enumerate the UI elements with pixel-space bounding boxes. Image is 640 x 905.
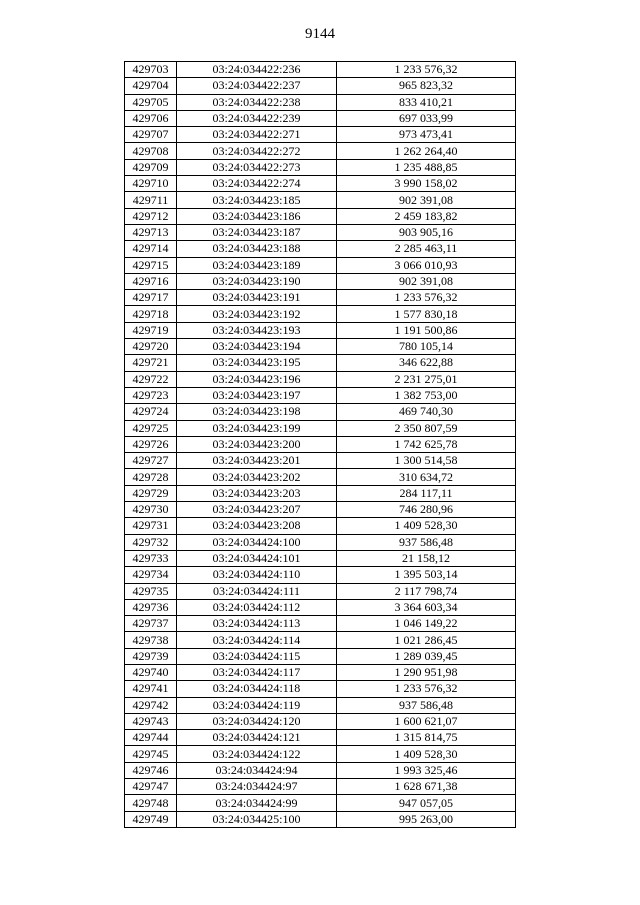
cadastral-number-cell: 03:24:034424:114 (177, 632, 337, 648)
row-number-cell: 429713 (125, 224, 177, 240)
cadastral-number-cell: 03:24:034423:196 (177, 371, 337, 387)
table-row (125, 241, 516, 257)
table-row (125, 567, 516, 583)
table-row (125, 746, 516, 762)
value-cell: 2 459 183,82 (337, 208, 516, 224)
cadastral-number-cell: 03:24:034424:110 (177, 567, 337, 583)
table-row (125, 208, 516, 224)
cadastral-number-cell: 03:24:034422:273 (177, 159, 337, 175)
cadastral-number-cell: 03:24:034424:117 (177, 664, 337, 680)
row-number-cell: 429724 (125, 404, 177, 420)
cadastral-number-cell: 03:24:034424:115 (177, 648, 337, 664)
row-number-cell: 429746 (125, 762, 177, 778)
row-number-cell: 429727 (125, 453, 177, 469)
table-row (125, 730, 516, 746)
value-cell: 2 231 275,01 (337, 371, 516, 387)
value-cell: 2 285 463,11 (337, 241, 516, 257)
table-row (125, 355, 516, 371)
value-cell: 902 391,08 (337, 192, 516, 208)
cadastral-number-cell: 03:24:034424:97 (177, 779, 337, 795)
cadastral-number-cell: 03:24:034423:191 (177, 290, 337, 306)
cadastral-number-cell: 03:24:034424:121 (177, 730, 337, 746)
row-number-cell: 429718 (125, 306, 177, 322)
row-number-cell: 429707 (125, 127, 177, 143)
value-cell: 903 905,16 (337, 224, 516, 240)
table-row (125, 632, 516, 648)
cadastral-number-cell: 03:24:034422:237 (177, 78, 337, 94)
cadastral-number-cell: 03:24:034424:99 (177, 795, 337, 811)
cadastral-number-cell: 03:24:034423:190 (177, 273, 337, 289)
table-row (125, 94, 516, 110)
table-row (125, 779, 516, 795)
row-number-cell: 429703 (125, 62, 177, 78)
cadastral-number-cell: 03:24:034424:119 (177, 697, 337, 713)
table-row (125, 257, 516, 273)
table-row (125, 110, 516, 126)
value-cell: 1 628 671,38 (337, 779, 516, 795)
row-number-cell: 429712 (125, 208, 177, 224)
row-number-cell: 429737 (125, 616, 177, 632)
table-row (125, 648, 516, 664)
cadastral-number-cell: 03:24:034424:100 (177, 534, 337, 550)
table-row (125, 469, 516, 485)
table-row (125, 371, 516, 387)
cadastral-number-cell: 03:24:034423:199 (177, 420, 337, 436)
table-body (125, 62, 516, 828)
row-number-cell: 429729 (125, 485, 177, 501)
value-cell: 1 382 753,00 (337, 387, 516, 403)
table-row (125, 664, 516, 680)
value-cell: 965 823,32 (337, 78, 516, 94)
cadastral-number-cell: 03:24:034423:195 (177, 355, 337, 371)
value-cell: 346 622,88 (337, 355, 516, 371)
cadastral-number-cell: 03:24:034424:112 (177, 599, 337, 615)
row-number-cell: 429743 (125, 713, 177, 729)
value-cell: 469 740,30 (337, 404, 516, 420)
value-cell: 1 395 503,14 (337, 567, 516, 583)
row-number-cell: 429726 (125, 436, 177, 452)
cadastral-number-cell: 03:24:034423:200 (177, 436, 337, 452)
row-number-cell: 429709 (125, 159, 177, 175)
row-number-cell: 429725 (125, 420, 177, 436)
value-cell: 310 634,72 (337, 469, 516, 485)
cadastral-number-cell: 03:24:034425:100 (177, 811, 337, 827)
value-cell: 1 233 576,32 (337, 62, 516, 78)
cadastral-number-cell: 03:24:034423:185 (177, 192, 337, 208)
row-number-cell: 429705 (125, 94, 177, 110)
table-row (125, 616, 516, 632)
row-number-cell: 429723 (125, 387, 177, 403)
value-cell: 1 409 528,30 (337, 746, 516, 762)
value-cell: 21 158,12 (337, 550, 516, 566)
table-row (125, 224, 516, 240)
value-cell: 1 742 625,78 (337, 436, 516, 452)
value-cell: 1 600 621,07 (337, 713, 516, 729)
row-number-cell: 429717 (125, 290, 177, 306)
cadastral-number-cell: 03:24:034422:272 (177, 143, 337, 159)
table-row (125, 550, 516, 566)
cadastral-number-cell: 03:24:034424:122 (177, 746, 337, 762)
value-cell: 3 990 158,02 (337, 176, 516, 192)
row-number-cell: 429736 (125, 599, 177, 615)
row-number-cell: 429742 (125, 697, 177, 713)
cadastral-number-cell: 03:24:034422:239 (177, 110, 337, 126)
value-cell: 1 300 514,58 (337, 453, 516, 469)
cadastral-number-cell: 03:24:034423:198 (177, 404, 337, 420)
value-cell: 1 233 576,32 (337, 681, 516, 697)
value-cell: 284 117,11 (337, 485, 516, 501)
row-number-cell: 429748 (125, 795, 177, 811)
cadastral-number-cell: 03:24:034423:194 (177, 339, 337, 355)
row-number-cell: 429747 (125, 779, 177, 795)
cadastral-number-cell: 03:24:034423:203 (177, 485, 337, 501)
table-row (125, 62, 516, 78)
row-number-cell: 429741 (125, 681, 177, 697)
table-row (125, 697, 516, 713)
row-number-cell: 429744 (125, 730, 177, 746)
table-row (125, 453, 516, 469)
table-row (125, 273, 516, 289)
cadastral-number-cell: 03:24:034423:197 (177, 387, 337, 403)
cadastral-number-cell: 03:24:034423:186 (177, 208, 337, 224)
cadastral-number-cell: 03:24:034422:236 (177, 62, 337, 78)
value-cell: 780 105,14 (337, 339, 516, 355)
table-row (125, 762, 516, 778)
value-cell: 902 391,08 (337, 273, 516, 289)
value-cell: 995 263,00 (337, 811, 516, 827)
value-cell: 1 046 149,22 (337, 616, 516, 632)
value-cell: 697 033,99 (337, 110, 516, 126)
value-cell: 2 117 798,74 (337, 583, 516, 599)
value-cell: 746 280,96 (337, 502, 516, 518)
value-cell: 1 993 325,46 (337, 762, 516, 778)
data-table (124, 61, 516, 828)
row-number-cell: 429735 (125, 583, 177, 599)
value-cell: 1 290 951,98 (337, 664, 516, 680)
row-number-cell: 429716 (125, 273, 177, 289)
row-number-cell: 429721 (125, 355, 177, 371)
table-row (125, 127, 516, 143)
row-number-cell: 429715 (125, 257, 177, 273)
value-cell: 1 235 488,85 (337, 159, 516, 175)
table-row (125, 534, 516, 550)
cadastral-number-cell: 03:24:034423:187 (177, 224, 337, 240)
table-row (125, 159, 516, 175)
table-row (125, 502, 516, 518)
table-row (125, 143, 516, 159)
value-cell: 937 586,48 (337, 534, 516, 550)
table-row (125, 387, 516, 403)
table-row (125, 192, 516, 208)
cadastral-number-cell: 03:24:034423:193 (177, 322, 337, 338)
value-cell: 1 262 264,40 (337, 143, 516, 159)
cadastral-number-cell: 03:24:034424:113 (177, 616, 337, 632)
value-cell: 1 315 814,75 (337, 730, 516, 746)
cadastral-number-cell: 03:24:034423:208 (177, 518, 337, 534)
table-row (125, 306, 516, 322)
table-row (125, 290, 516, 306)
table-row (125, 322, 516, 338)
table-row (125, 518, 516, 534)
cadastral-number-cell: 03:24:034424:120 (177, 713, 337, 729)
row-number-cell: 429739 (125, 648, 177, 664)
row-number-cell: 429710 (125, 176, 177, 192)
value-cell: 1 191 500,86 (337, 322, 516, 338)
row-number-cell: 429745 (125, 746, 177, 762)
value-cell: 1 409 528,30 (337, 518, 516, 534)
table-row (125, 420, 516, 436)
table-row (125, 485, 516, 501)
cadastral-number-cell: 03:24:034422:271 (177, 127, 337, 143)
cadastral-number-cell: 03:24:034424:111 (177, 583, 337, 599)
table-row (125, 811, 516, 827)
value-cell: 1 021 286,45 (337, 632, 516, 648)
page-number: 9144 (305, 26, 335, 42)
cadastral-number-cell: 03:24:034423:207 (177, 502, 337, 518)
value-cell: 2 350 807,59 (337, 420, 516, 436)
row-number-cell: 429740 (125, 664, 177, 680)
cadastral-number-cell: 03:24:034423:188 (177, 241, 337, 257)
value-cell: 3 364 603,34 (337, 599, 516, 615)
cadastral-number-cell: 03:24:034423:189 (177, 257, 337, 273)
table-row (125, 339, 516, 355)
row-number-cell: 429722 (125, 371, 177, 387)
cadastral-number-cell: 03:24:034424:118 (177, 681, 337, 697)
table-row (125, 78, 516, 94)
cadastral-number-cell: 03:24:034423:202 (177, 469, 337, 485)
value-cell: 3 066 010,93 (337, 257, 516, 273)
row-number-cell: 429738 (125, 632, 177, 648)
table-row (125, 713, 516, 729)
row-number-cell: 429708 (125, 143, 177, 159)
cadastral-number-cell: 03:24:034423:201 (177, 453, 337, 469)
value-cell: 1 577 830,18 (337, 306, 516, 322)
row-number-cell: 429719 (125, 322, 177, 338)
cadastral-number-cell: 03:24:034424:94 (177, 762, 337, 778)
value-cell: 973 473,41 (337, 127, 516, 143)
value-cell: 947 057,05 (337, 795, 516, 811)
row-number-cell: 429732 (125, 534, 177, 550)
row-number-cell: 429704 (125, 78, 177, 94)
table-row (125, 176, 516, 192)
cadastral-number-cell: 03:24:034424:101 (177, 550, 337, 566)
row-number-cell: 429711 (125, 192, 177, 208)
table-row (125, 583, 516, 599)
row-number-cell: 429731 (125, 518, 177, 534)
value-cell: 937 586,48 (337, 697, 516, 713)
row-number-cell: 429706 (125, 110, 177, 126)
row-number-cell: 429749 (125, 811, 177, 827)
table-row (125, 681, 516, 697)
value-cell: 833 410,21 (337, 94, 516, 110)
row-number-cell: 429720 (125, 339, 177, 355)
cadastral-number-cell: 03:24:034422:238 (177, 94, 337, 110)
row-number-cell: 429728 (125, 469, 177, 485)
row-number-cell: 429730 (125, 502, 177, 518)
row-number-cell: 429734 (125, 567, 177, 583)
row-number-cell: 429733 (125, 550, 177, 566)
cadastral-number-cell: 03:24:034422:274 (177, 176, 337, 192)
table-row (125, 599, 516, 615)
cadastral-number-cell: 03:24:034423:192 (177, 306, 337, 322)
value-cell: 1 233 576,32 (337, 290, 516, 306)
value-cell: 1 289 039,45 (337, 648, 516, 664)
table-row (125, 404, 516, 420)
table-row (125, 795, 516, 811)
table-row (125, 436, 516, 452)
row-number-cell: 429714 (125, 241, 177, 257)
